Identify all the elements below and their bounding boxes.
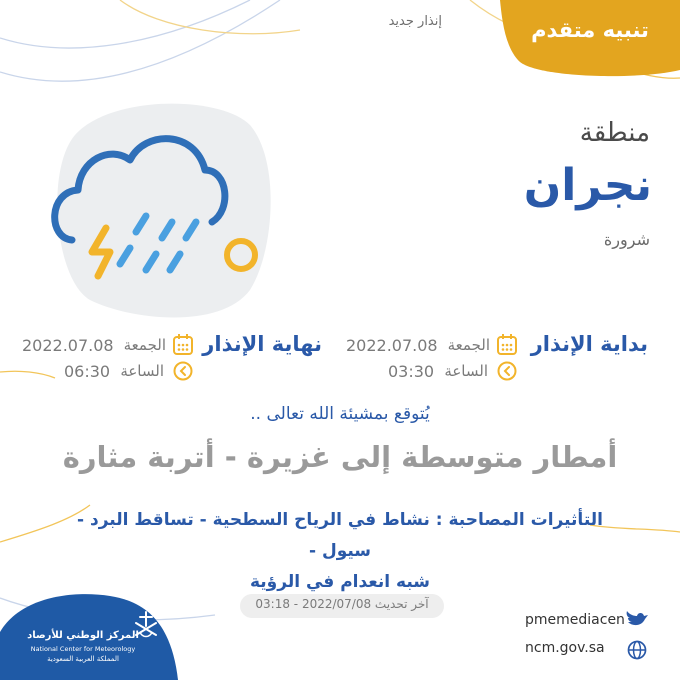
logo-arabic-name: المركز الوطني للأرصاد	[27, 630, 139, 641]
forecast-effects-line-1: التأثيرات المصاحبة : نشاط في الرياح السطحية - تساقط البرد - سيول -	[77, 510, 603, 561]
forecast-effects	[70, 505, 610, 598]
forecast-effects-line-2: شبه انعدام في الرؤية	[249, 572, 430, 592]
last-update-text: آخر تحديث 2022/07/08 - 03:18	[255, 597, 429, 611]
calendar-icon-start	[498, 334, 516, 354]
warning-end-title: نهاية الإنذار	[202, 332, 322, 356]
twitter-handle[interactable]: pmemediacen	[525, 612, 625, 628]
forecast-expectation: يُتوقع بمشيئة الله تعالى ..	[250, 404, 430, 424]
logo-country-name: المملكة العربية السعودية	[47, 655, 119, 663]
region-name: نجران	[523, 160, 652, 211]
warning-end-time-label: الساعة	[120, 362, 164, 380]
warning-start-time-label: الساعة	[444, 362, 488, 380]
clock-icon-start	[499, 363, 516, 380]
calendar-icon-end	[174, 334, 192, 354]
warning-start-title: بداية الإنذار	[530, 332, 648, 356]
clock-icon-end	[175, 363, 192, 380]
globe-icon[interactable]	[629, 642, 646, 659]
warning-start-day: الجمعة	[447, 336, 490, 354]
warning-end-day: الجمعة	[123, 336, 166, 354]
warning-end-time: 06:30	[64, 362, 111, 381]
warning-end-date: 2022.07.08	[22, 336, 114, 355]
governorate-name: شرورة	[603, 230, 650, 249]
region-label: منطقة	[579, 118, 650, 148]
advanced-alert-banner: تنبيه متقدم	[531, 18, 649, 42]
forecast-headline: أمطار متوسطة إلى غزيرة - أتربة مثارة	[62, 440, 618, 474]
warning-start-time: 03:30	[388, 362, 435, 381]
logo-english-name: National Center for Meteorology	[30, 645, 136, 653]
twitter-icon[interactable]	[627, 611, 648, 625]
warning-start-date: 2022.07.08	[346, 336, 438, 355]
new-warning-label: إنذار جديد	[388, 14, 442, 29]
website-link[interactable]: ncm.gov.sa	[525, 640, 605, 656]
